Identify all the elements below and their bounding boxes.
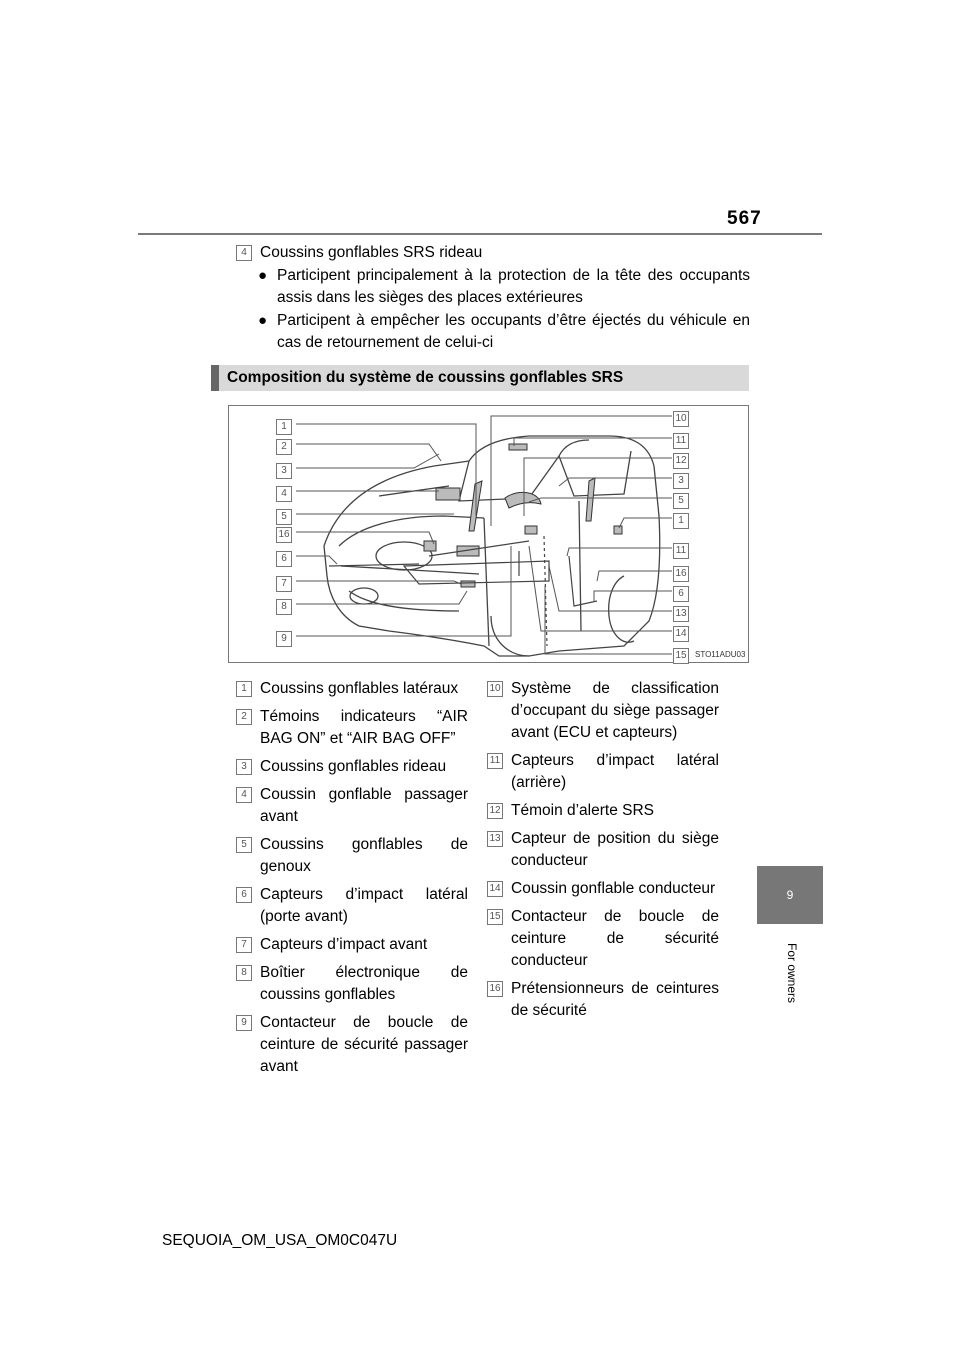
number-badge: 13 (487, 831, 503, 847)
callout-badge: 5 (673, 493, 689, 509)
callout-badge: 9 (276, 631, 292, 647)
vehicle-illustration (229, 406, 748, 662)
legend-text: Témoins indicateurs “AIR BAG ON” et “AIR BAG OFF” (260, 708, 468, 747)
legend-text: Contacteur de boucle de ceinture de sécurité conducteur (511, 908, 719, 969)
number-badge: 4 (236, 245, 252, 261)
legend-text: Capteurs d’impact latéral (porte avant) (260, 886, 468, 925)
callout-badge: 10 (673, 411, 689, 427)
legend-item (487, 750, 719, 794)
callout-badge: 12 (673, 453, 689, 469)
intro-block (236, 242, 750, 354)
number-badge: 7 (236, 937, 252, 953)
number-badge: 15 (487, 909, 503, 925)
legend-item (236, 962, 468, 1006)
legend-text: Boîtier électronique de coussins gonflables (260, 964, 468, 1003)
number-badge: 5 (236, 837, 252, 853)
callout-badge: 16 (276, 527, 292, 543)
image-code: STO11ADU03 (695, 650, 746, 659)
legend-item (236, 706, 468, 750)
number-badge: 16 (487, 981, 503, 997)
callout-badge: 1 (276, 419, 292, 435)
callout-badge: 3 (276, 463, 292, 479)
callout-badge: 7 (276, 576, 292, 592)
callout-badge: 16 (673, 566, 689, 582)
legend-item (236, 834, 468, 878)
legend-item (487, 878, 719, 900)
header-rule (138, 233, 822, 235)
number-badge: 12 (487, 803, 503, 819)
intro-heading (236, 242, 750, 264)
number-badge: 3 (236, 759, 252, 775)
number-badge: 4 (236, 787, 252, 803)
bullet-item (236, 265, 750, 309)
legend-item (236, 884, 468, 928)
legend-item (487, 978, 719, 1022)
number-badge: 9 (236, 1015, 252, 1031)
chapter-label-wrap (782, 936, 800, 1016)
legend-item (487, 906, 719, 972)
legend-text: Capteurs d’impact latéral (arrière) (511, 752, 719, 791)
legend-right-column (487, 678, 719, 1028)
intro-title: Coussins gonflables SRS rideau (260, 244, 483, 261)
callout-badge: 5 (276, 509, 292, 525)
callout-badge: 11 (673, 543, 689, 559)
bullet-text: Participent principalement à la protection de la tête des occupants assis dans les sièges des places extérieures (277, 267, 750, 306)
chapter-label: For owners (785, 942, 799, 1004)
legend-item (236, 784, 468, 828)
legend-text: Capteur de position du siège conducteur (511, 830, 719, 869)
callout-badge: 14 (673, 626, 689, 642)
legend-text: Coussin gonflable passager avant (260, 786, 468, 825)
number-badge: 1 (236, 681, 252, 697)
callout-badge: 1 (673, 513, 689, 529)
legend-text: Coussins gonflables rideau (260, 758, 447, 775)
legend-text: Contacteur de boucle de ceinture de sécurité passager avant (260, 1014, 468, 1075)
legend-item (487, 828, 719, 872)
legend-item (487, 800, 719, 822)
bullet-text: Participent à empêcher les occupants d’être éjectés du véhicule en cas de retournement de celui-ci (277, 312, 750, 351)
document-footer: SEQUOIA_OM_USA_OM0C047U (162, 1232, 398, 1249)
bullet-icon: ● (258, 312, 268, 329)
callout-badge: 4 (276, 486, 292, 502)
number-badge: 11 (487, 753, 503, 769)
callout-badge: 8 (276, 599, 292, 615)
bullet-icon: ● (258, 267, 268, 284)
number-badge: 14 (487, 881, 503, 897)
number-badge: 6 (236, 887, 252, 903)
legend-item (236, 934, 468, 956)
legend-item (236, 1012, 468, 1078)
number-badge: 2 (236, 709, 252, 725)
callout-badge: 6 (276, 551, 292, 567)
legend-text: Capteurs d’impact avant (260, 936, 428, 953)
callout-badge: 2 (276, 439, 292, 455)
section-heading: Composition du système de coussins gonflables SRS (211, 365, 749, 391)
callout-badge: 6 (673, 586, 689, 602)
bullet-item (236, 310, 750, 354)
legend-item (236, 756, 468, 778)
page-number: 567 (727, 208, 762, 229)
legend-item (487, 678, 719, 744)
callout-badge: 11 (673, 433, 689, 449)
legend-text: Témoin d’alerte SRS (511, 802, 655, 819)
callout-badge: 3 (673, 473, 689, 489)
legend-text: Système de classification d’occupant du siège passager avant (ECU et capteurs) (511, 680, 719, 741)
legend-item (236, 678, 468, 700)
airbag-diagram (228, 405, 749, 663)
callout-badge: 13 (673, 606, 689, 622)
chapter-tab[interactable]: 9 (757, 866, 823, 924)
number-badge: 8 (236, 965, 252, 981)
legend-text: Coussins gonflables latéraux (260, 680, 459, 697)
callout-badge: 15 (673, 648, 689, 664)
legend-text: Coussins gonflables de genoux (260, 836, 468, 875)
number-badge: 10 (487, 681, 503, 697)
legend-text: Coussin gonflable conducteur (511, 880, 716, 897)
legend-left-column (236, 678, 468, 1084)
legend-text: Prétensionneurs de ceintures de sécurité (511, 980, 719, 1019)
